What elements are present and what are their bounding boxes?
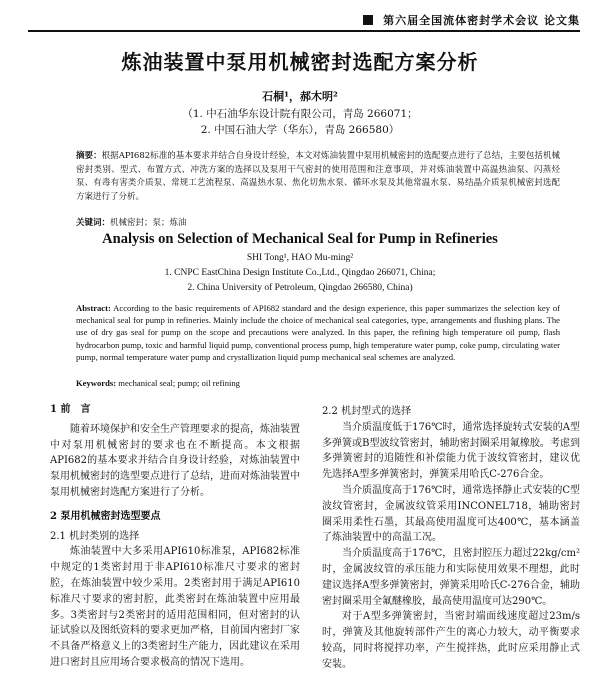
chinese-title: 炼油装置中泵用机械密封选配方案分析	[121, 50, 479, 74]
chinese-authors: 石桐¹，郝木明²	[262, 90, 338, 103]
section-2-heading: 2 泵用机械密封选型要点	[50, 510, 161, 522]
body-right-column	[322, 402, 580, 673]
english-abstract-label: Abstract:	[76, 303, 111, 313]
english-keywords-label: Keywords:	[76, 378, 117, 388]
chinese-abstract-label: 摘要：	[76, 151, 102, 161]
section-2-1-heading: 2.1 机封类别的选择	[50, 530, 140, 542]
chinese-abstract-text: 根据API682标准的基本要求并结合自身设计经验，本文对炼油装置中泵用机械密封的选配要点进行了总结，主要包括机械密封类别、型式、布置方式、冲洗方案的选择以及泵用干气密封的使用范围和注意事项，并对炼油装置中高温热油泵、闪蒸烃泵、有毒有害类介质泵、常规工艺流程泵、高温热水泵、焦化切焦水泵、循环水泵及其他常温水泵、易结晶介质泵机械密封选配方案进行了分析。	[76, 151, 560, 202]
section-1-paragraph: 随着环境保护和安全生产管理要求的提高，炼油装置中对泵用机械密封的要求也在不断提高。本文根据API682的基本要求并结合自身设计经验，对炼油装置中泵用机械密封的选型要点进行了总结，进而对炼油装置中泵用机械密封选配方案进行了分析。	[50, 423, 300, 498]
chinese-keywords	[76, 216, 560, 228]
running-header	[28, 8, 580, 32]
english-abstract-text: According to the basic requirements of API682 standard and the design experience, this paper summarizes the selection key of mechanical seal for pump in refineries. Mainly include the choice of mechanical seal categories, type, arrangements and flushing plans. The use of dry gas seal for pump on the scope and precautions were analyzed. In this paper, the refining high temperature oil pump, flash hydrocarbon pump, toxic and harmful liquid pump, conventional process pump, high temperature water pump, coke pump, circulating water pump, normal temperature water pump and crystallization liquid pump mechanical seal schemes are analyzed.	[76, 303, 560, 362]
body-left-column	[50, 402, 300, 671]
chinese-affiliation-1: （1. 中石油华东设计院有限公司，青岛 266071；	[182, 108, 418, 120]
english-affiliation-1: 1. CNPC EastChina Design Institute Co.,Ltd., Qingdao 266071, China;	[164, 268, 436, 278]
english-keywords-text: mechanical seal; pump; oil refining	[118, 378, 240, 388]
section-2-2-paragraph-4: 对于A型多弹簧密封，当密封端面线速度超过23m/s时，弹簧及其他旋转部件产生的离心力较大，动平衡要求较高，同时将搅拌功率，产生搅拌热，此时应采用静止式安装。	[322, 611, 580, 670]
english-affiliation-2: 2. China University of Petroleum, Qingdao 266580, China)	[187, 283, 413, 293]
chinese-affiliation-2: 2. 中国石油大学（华东），青岛 266580）	[200, 124, 400, 136]
section-2-2-heading: 2.2 机封型式的选择	[322, 406, 412, 417]
english-title: Analysis on Selection of Mechanical Seal for Pump in Refineries	[102, 231, 498, 247]
chinese-abstract	[76, 150, 560, 204]
chinese-keywords-text: 机械密封；泵；炼油	[110, 218, 187, 228]
english-authors: SHI Tong¹, HAO Mu-ming²	[246, 253, 354, 263]
chinese-keywords-label: 关键词：	[76, 218, 111, 228]
section-2-2-paragraph-2: 当介质温度高于176℃时，通常选择静止式安装的C型波纹管密封，金属波纹管采用INCONEL718，辅助密封圈采用柔性石墨，其最高使用温度可达400℃，基本涵盖了炼油装置中的高温工况。	[322, 484, 580, 544]
section-2-2-paragraph-1: 当介质温度低于176℃时，通常选择旋转式安装的A型多弹簧或B型波纹管密封，辅助密封圈采用氟橡胶。考虑到多弹簧密封的追随性和补偿能力优于波纹管密封，建议优先选择A型多弹簧密封，弹簧采用哈氏C-276合金。	[322, 421, 580, 481]
section-1-heading: 1 前 言	[50, 404, 91, 415]
section-2-1-paragraph: 炼油装置中大多采用API610标准泵，API682标准中规定的1类密封用于非API610标准尺寸要求的密封腔，在炼油装置中较少采用。2类密封用于满足API610标准尺寸要求的密封腔，此类密封在炼油装置中应用最多。3类密封与2类密封的适用范围相同，但对密封的认证试验以及图纸资料的要求更加严格，目前国内密封厂家不具备严格意义上的3类密封生产能力，因此建议在采用进口密封且应用场合要求极高的情况下选用。	[50, 546, 300, 668]
header-square-icon	[363, 15, 373, 25]
english-keywords	[76, 378, 560, 388]
running-header-text: 第六届全国流体密封学术会议 论文集	[383, 14, 580, 27]
english-abstract	[76, 302, 560, 363]
section-2-2-paragraph-3: 当介质温度高于176℃，且密封腔压力超过22kg/cm²时，金属波纹管的承压能力和实际使用效果不理想，此时建议选择A型多弹簧密封，弹簧采用哈氏C-276合金，辅助密封圈采用全氟醚橡胶，最高使用温度可达290℃。	[322, 548, 580, 607]
